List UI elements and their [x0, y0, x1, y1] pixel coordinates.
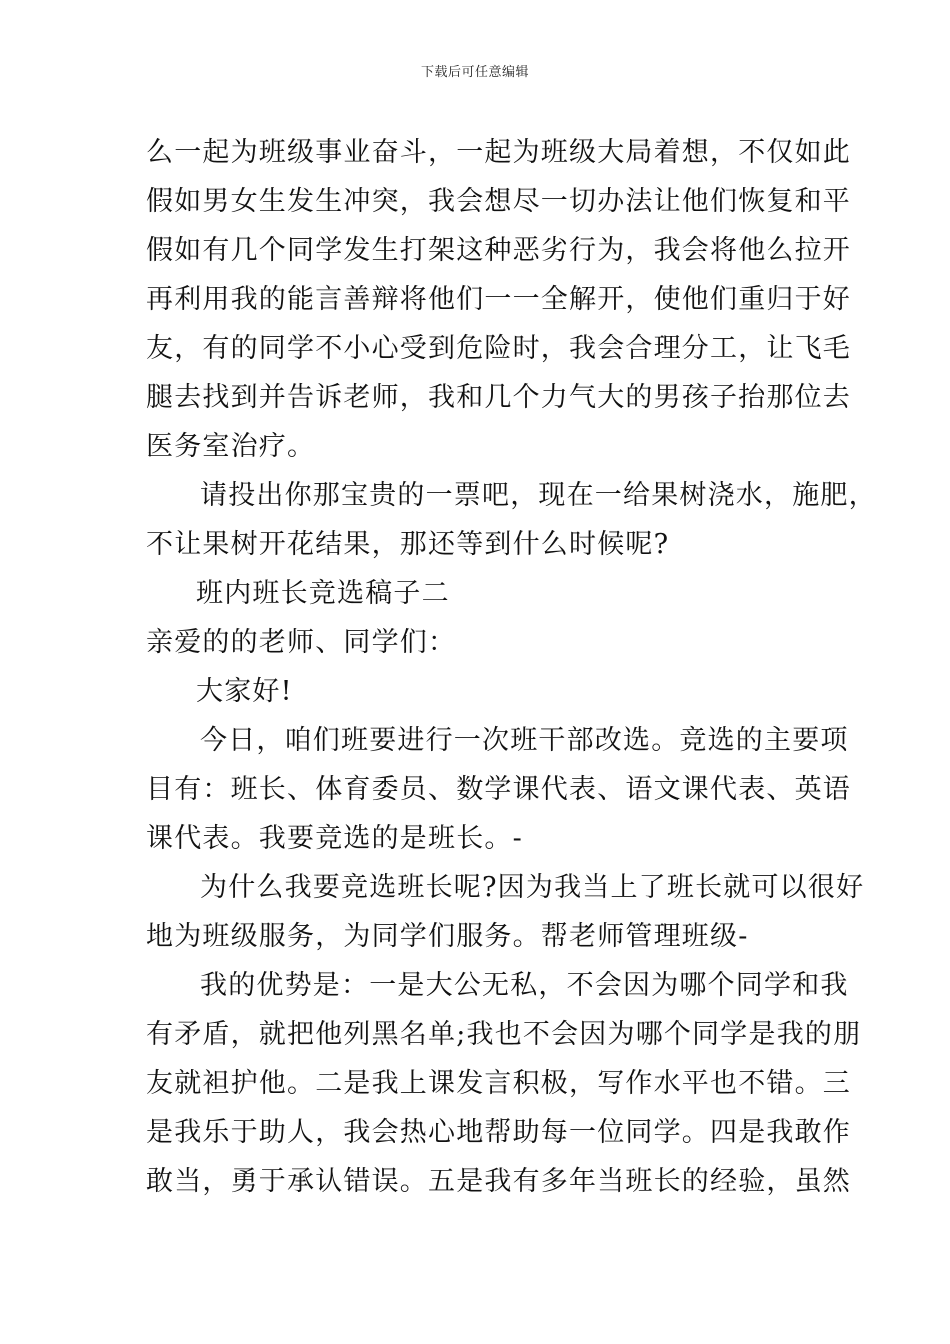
- paragraph-line: 课代表。我要竞选的是班长。-: [146, 823, 523, 854]
- paragraph-line: 目有：班长、体育委员、数学课代表、语文课代表、英语: [146, 774, 851, 805]
- paragraph-line: 医务室治疗。: [146, 431, 316, 462]
- page-header: 下载后可任意编辑: [420, 65, 529, 80]
- section-title: 班内班长竞选稿子二: [196, 578, 450, 609]
- paragraph-line: 再利用我的能言善辩将他们一一全解开，使他们重归于好: [146, 284, 851, 315]
- salutation: 亲爱的的老师、同学们：: [146, 627, 457, 658]
- paragraph-line: 敢当，勇于承认错误。五是我有多年当班长的经验，虽然: [146, 1166, 851, 1197]
- paragraph-line: 地为班级服务，为同学们服务。帮老师管理班级-: [146, 921, 749, 952]
- paragraph-line: 为什么我要竞选班长呢?因为我当上了班长就可以很好: [200, 872, 865, 903]
- paragraph-line: 是我乐于助人，我会热心地帮助每一位同学。四是我敢作: [146, 1117, 851, 1148]
- paragraph-line: 假如男女生发生冲突，我会想尽一切办法让他们恢复和平: [146, 186, 851, 217]
- paragraph-line: 友就袒护他。二是我上课发言积极，写作水平也不错。三: [146, 1068, 851, 1099]
- paragraph-line: 今日，咱们班要进行一次班干部改选。竞选的主要项: [200, 725, 849, 756]
- document-body: [146, 128, 877, 1206]
- paragraph-line: 不让果树开花结果，那还等到什么时候呢?: [146, 529, 670, 560]
- paragraph-line: 友，有的同学不小心受到危险时，我会合理分工，让飞毛: [146, 333, 851, 364]
- greeting: 大家好!: [196, 676, 293, 707]
- paragraph-line: 我的优势是：一是大公无私，不会因为哪个同学和我: [200, 970, 849, 1001]
- paragraph-line: 腿去找到并告诉老师，我和几个力气大的男孩子抬那位去: [146, 382, 851, 413]
- paragraph-line: 请投出你那宝贵的一票吧，现在一给果树浇水，施肥，: [200, 480, 877, 511]
- paragraph-line: 么一起为班级事业奋斗，一起为班级大局着想，不仅如此: [146, 137, 851, 168]
- paragraph-line: 有矛盾，就把他列黑名单;我也不会因为哪个同学是我的朋: [146, 1019, 862, 1050]
- paragraph-line: 假如有几个同学发生打架这种恶劣行为，我会将他么拉开: [146, 235, 851, 266]
